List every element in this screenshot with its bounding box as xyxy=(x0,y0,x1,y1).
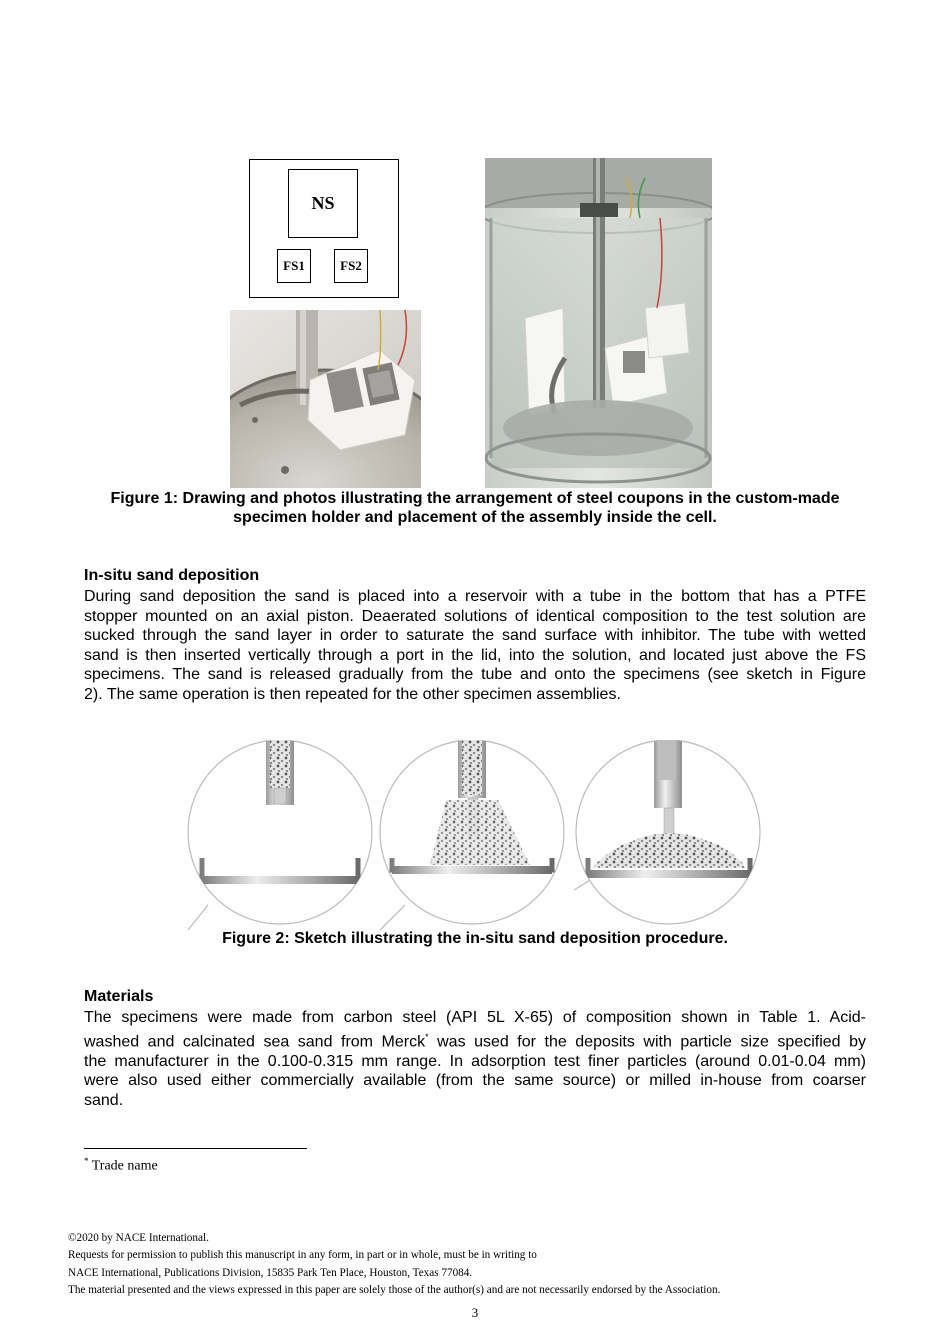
footer-address: NACE International, Publications Division, 15835 Park Ten Place, Houston, Texas 77084. xyxy=(68,1267,473,1279)
fs1-label: FS1 xyxy=(283,258,305,273)
page-number: 3 xyxy=(471,1305,479,1320)
sand-deposition-sketch xyxy=(180,740,780,935)
sand-line-5: specimens. The sand is released gradually from the tube and onto the specimens (see sketch in Figure xyxy=(84,666,866,684)
fs2-label: FS2 xyxy=(340,258,362,273)
footer-disclaimer: The material presented and the views expressed in this paper are solely those of the author(s) and are not necessarily endorsed by the Association. xyxy=(68,1284,721,1296)
cell-assembly-photo xyxy=(485,158,712,488)
materials-line-3: the manufacturer in the 0.100-0.315 mm range. In adsorption test finer particles (around 0.01-0.04 mm) xyxy=(84,1052,866,1070)
footnote-marker: * xyxy=(425,1031,429,1042)
sand-line-2: stopper mounted on an axial piston. Deaerated solutions of identical composition to the test solution are xyxy=(84,607,866,625)
figure1-caption-line2: specimen holder and placement of the assembly inside the cell. xyxy=(233,509,717,526)
footnote-divider xyxy=(84,1148,307,1149)
sand-line-3: sucked through the sand layer in order to saturate the sand surface with inhibitor. The tube with wetted xyxy=(84,627,866,645)
sand-line-4: sand is then inserted vertically through a port in the lid, into the solution, and located just above the FS xyxy=(84,646,866,664)
figure2-caption: Figure 2: Sketch illustrating the in-situ sand deposition procedure. xyxy=(222,930,728,947)
fs2-specimen-box xyxy=(334,249,368,283)
ns-specimen-box xyxy=(288,169,358,238)
figure1-caption-line1: Figure 1: Drawing and photos illustrating the arrangement of steel coupons in the custom-made xyxy=(110,490,840,507)
sand-line-1: During sand deposition the sand is placed into a reservoir with a tube in the bottom that has a PTFE xyxy=(84,588,866,605)
sand-line-6: 2). The same operation is then repeated for the other specimen assemblies. xyxy=(84,685,621,703)
footer-copyright: ©2020 by NACE International. xyxy=(68,1232,209,1244)
fs1-specimen-box xyxy=(277,249,311,283)
footnote xyxy=(84,1156,158,1175)
footnote-text: Trade name xyxy=(88,1158,158,1174)
holder-closeup-photo xyxy=(230,310,421,488)
sand-deposition-heading: In-situ sand deposition xyxy=(84,567,260,584)
figure1-caption xyxy=(60,489,890,527)
materials-heading: Materials xyxy=(84,988,154,1005)
materials-line-4: were also used either commercially available (from the same source) or milled in-house from coarser xyxy=(84,1072,866,1090)
footnote-mark: * xyxy=(84,1156,89,1166)
ns-label: NS xyxy=(311,193,335,213)
materials-line-1: The specimens were made from carbon steel (API 5L X-65) of composition shown in Table 1. Acid- xyxy=(84,1009,866,1026)
materials-line-2: washed and calcinated sea sand from Merck* was used for the deposits with particle size specified by xyxy=(84,1031,867,1050)
materials-paragraph xyxy=(84,1008,866,1110)
footer-permission: Requests for permission to publish this manuscript in any form, in part or in whole, must be in writing to xyxy=(68,1249,537,1261)
sand-deposition-paragraph xyxy=(84,587,866,705)
materials-line-5: sand. xyxy=(84,1091,124,1109)
